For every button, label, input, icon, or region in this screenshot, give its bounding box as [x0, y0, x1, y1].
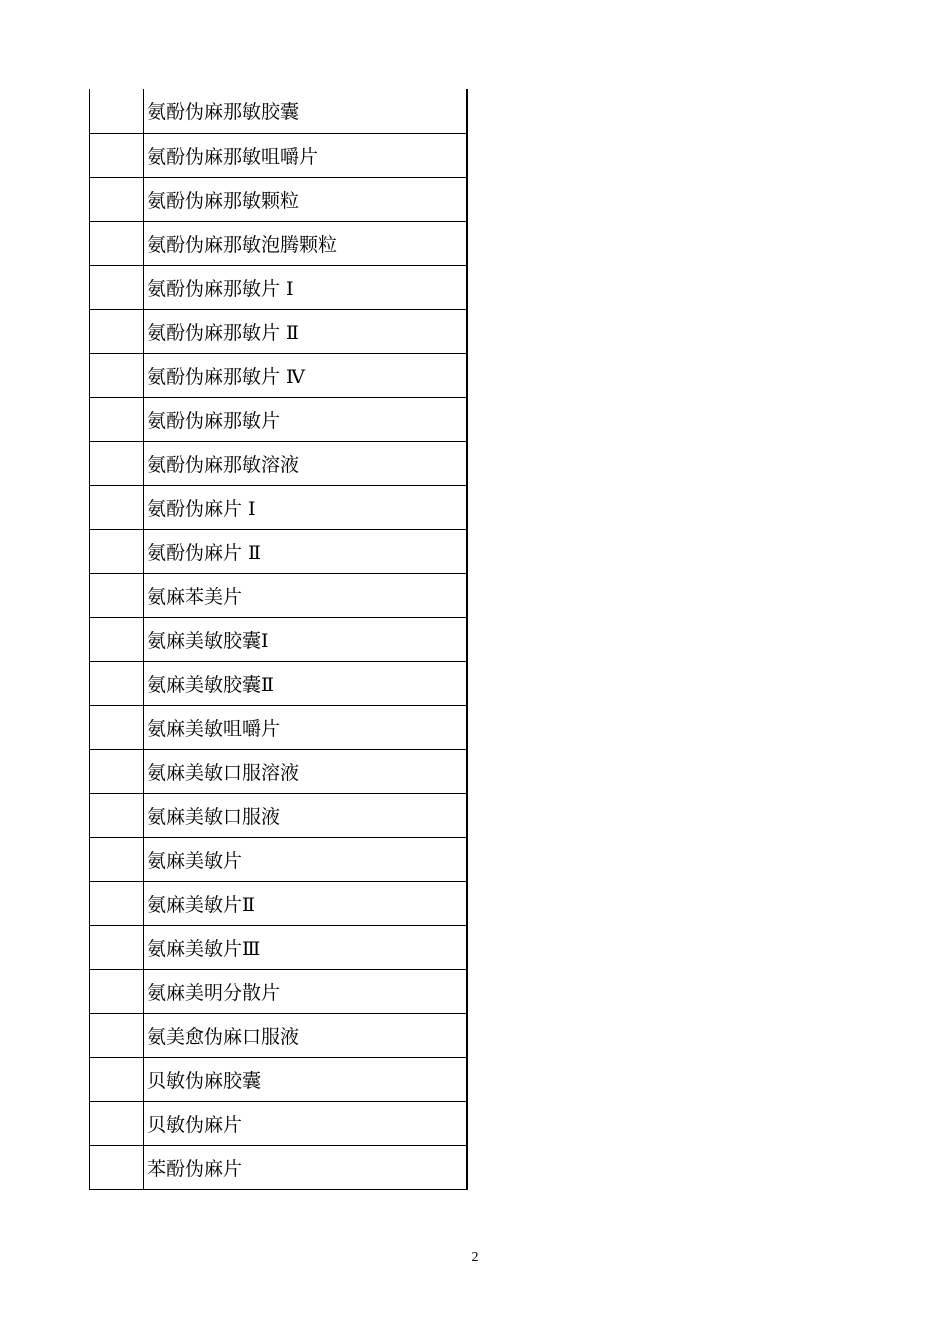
table-row	[90, 353, 467, 397]
drug-name-cell: 苯酚伪麻片	[144, 1145, 467, 1189]
drug-list-table	[89, 89, 468, 1190]
table-row	[90, 705, 467, 749]
table-row	[90, 1013, 467, 1057]
row-index-cell	[90, 353, 144, 397]
row-index-cell	[90, 1057, 144, 1101]
drug-name-cell: 氨麻美明分散片	[144, 969, 467, 1013]
drug-name-cell: 氨美愈伪麻口服液	[144, 1013, 467, 1057]
table-row	[90, 969, 467, 1013]
row-index-cell	[90, 309, 144, 353]
row-index-cell	[90, 617, 144, 661]
table-row	[90, 1057, 467, 1101]
drug-name-cell: 氨麻美敏片Ⅲ	[144, 925, 467, 969]
drug-name-cell: 氨酚伪麻那敏片 Ⅰ	[144, 265, 467, 309]
drug-name-cell: 贝敏伪麻胶囊	[144, 1057, 467, 1101]
row-index-cell	[90, 705, 144, 749]
table-row	[90, 265, 467, 309]
drug-name-cell: 氨酚伪麻片 Ⅱ	[144, 529, 467, 573]
row-index-cell	[90, 837, 144, 881]
table-row	[90, 573, 467, 617]
row-index-cell	[90, 573, 144, 617]
row-index-cell	[90, 793, 144, 837]
table-row	[90, 133, 467, 177]
row-index-cell	[90, 265, 144, 309]
row-index-cell	[90, 441, 144, 485]
drug-name-cell: 氨酚伪麻片 Ⅰ	[144, 485, 467, 529]
drug-name-cell: 氨麻美敏咀嚼片	[144, 705, 467, 749]
drug-list-body	[90, 89, 467, 1189]
row-index-cell	[90, 749, 144, 793]
drug-name-cell: 氨酚伪麻那敏颗粒	[144, 177, 467, 221]
table-row	[90, 397, 467, 441]
row-index-cell	[90, 1145, 144, 1189]
table-row	[90, 485, 467, 529]
row-index-cell	[90, 529, 144, 573]
row-index-cell	[90, 1101, 144, 1145]
drug-name-cell: 氨麻美敏片Ⅱ	[144, 881, 467, 925]
table-row	[90, 1101, 467, 1145]
row-index-cell	[90, 397, 144, 441]
table-row	[90, 925, 467, 969]
row-index-cell	[90, 133, 144, 177]
table-row	[90, 1145, 467, 1189]
row-index-cell	[90, 661, 144, 705]
table-row	[90, 309, 467, 353]
table-row	[90, 89, 467, 133]
row-index-cell	[90, 1013, 144, 1057]
row-index-cell	[90, 177, 144, 221]
row-index-cell	[90, 925, 144, 969]
row-index-cell	[90, 221, 144, 265]
drug-name-cell: 贝敏伪麻片	[144, 1101, 467, 1145]
table-row	[90, 749, 467, 793]
drug-name-cell: 氨麻美敏口服溶液	[144, 749, 467, 793]
drug-name-cell: 氨酚伪麻那敏片 Ⅳ	[144, 353, 467, 397]
table-row	[90, 793, 467, 837]
table-row	[90, 529, 467, 573]
drug-name-cell: 氨麻苯美片	[144, 573, 467, 617]
table-row	[90, 881, 467, 925]
row-index-cell	[90, 881, 144, 925]
table-row	[90, 441, 467, 485]
row-index-cell	[90, 969, 144, 1013]
drug-name-cell: 氨酚伪麻那敏胶囊	[144, 89, 467, 133]
drug-name-cell: 氨酚伪麻那敏咀嚼片	[144, 133, 467, 177]
drug-name-cell: 氨麻美敏片	[144, 837, 467, 881]
table-row	[90, 617, 467, 661]
table-row	[90, 177, 467, 221]
table-row	[90, 661, 467, 705]
drug-name-cell: 氨麻美敏胶囊Ⅱ	[144, 661, 467, 705]
drug-name-cell: 氨麻美敏胶囊Ⅰ	[144, 617, 467, 661]
page-number: 2	[471, 1250, 479, 1265]
drug-name-cell: 氨酚伪麻那敏溶液	[144, 441, 467, 485]
drug-name-cell: 氨酚伪麻那敏片	[144, 397, 467, 441]
row-index-cell	[90, 485, 144, 529]
row-index-cell	[90, 89, 144, 133]
table-row	[90, 221, 467, 265]
drug-name-cell: 氨麻美敏口服液	[144, 793, 467, 837]
drug-name-cell: 氨酚伪麻那敏泡腾颗粒	[144, 221, 467, 265]
table-row	[90, 837, 467, 881]
drug-name-cell: 氨酚伪麻那敏片 Ⅱ	[144, 309, 467, 353]
